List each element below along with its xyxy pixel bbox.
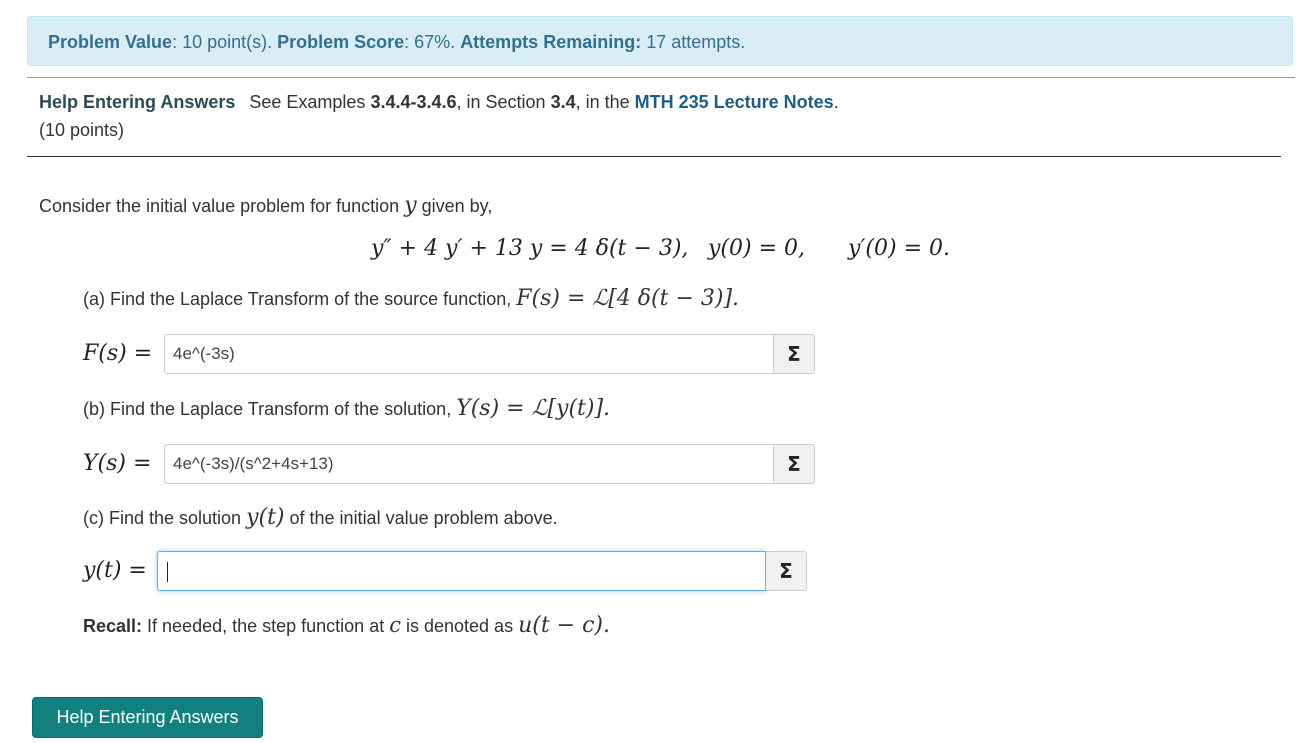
part-c-answer-input[interactable] <box>157 551 766 591</box>
section-ref: 3.4 <box>550 92 576 112</box>
part-b-math: Y(s) = ℒ[y(t)]. <box>456 396 611 421</box>
recall-note <box>83 613 610 638</box>
part-a-math: F(s) = ℒ[4 δ(t − 3)]. <box>516 286 740 311</box>
divider-top <box>27 77 1295 78</box>
help-text-1: See Examples <box>249 92 371 112</box>
part-b-text: (b) Find the Laplace Transform of the solution, <box>83 399 457 419</box>
help-text-4: . <box>833 92 839 112</box>
part-a-answer-value: 4e^(-3s) <box>173 344 235 363</box>
problem-value-label: Problem Value <box>48 32 173 52</box>
ode-equation: y″ + 4 y′ + 13 y = 4 δ(t − 3), <box>371 236 689 261</box>
part-b-equation-editor-button[interactable] <box>774 444 815 484</box>
recall-label: Recall: <box>83 616 143 636</box>
sigma-icon: Σ <box>787 342 801 366</box>
recall-text: If needed, the step function at <box>142 616 390 636</box>
attempts-remaining-label: Attempts Remaining: <box>460 32 642 52</box>
part-c-var: y(t) <box>246 505 285 530</box>
problem-value-text: : 10 point(s). <box>172 32 278 52</box>
recall-math: u(t − c). <box>518 613 610 638</box>
problem-score-text: : 67%. <box>404 32 461 52</box>
part-c-prompt <box>83 505 558 530</box>
part-a-answer-input[interactable] <box>164 334 774 374</box>
text-cursor <box>167 562 168 582</box>
help-header <box>39 92 839 113</box>
ode-initial-condition-2: y′(0) = 0. <box>848 236 950 261</box>
part-b-prompt <box>83 396 610 421</box>
part-a-prompt <box>83 286 739 311</box>
problem-status-banner <box>27 16 1293 66</box>
part-a-equation-editor-button[interactable] <box>774 334 815 374</box>
part-c-answer-label <box>83 558 147 583</box>
intro-var: y <box>404 193 417 218</box>
part-b-answer-input[interactable] <box>164 444 774 484</box>
examples-ref: 3.4.4-3.4.6 <box>370 92 457 112</box>
recall-mid: is denoted as <box>400 616 519 636</box>
sigma-icon: Σ <box>779 559 793 583</box>
sigma-icon: Σ <box>787 452 801 476</box>
intro-text: Consider the initial value problem for function <box>39 196 405 216</box>
attempts-remaining-text: 17 attempts. <box>641 32 746 52</box>
part-a-answer-label <box>83 341 152 366</box>
intro-end: given by, <box>416 196 493 216</box>
problem-points: (10 points) <box>39 120 125 140</box>
help-entering-answers-button[interactable]: Help Entering Answers <box>32 697 263 738</box>
lecture-notes-link[interactable]: MTH 235 Lecture Notes <box>634 92 834 112</box>
part-b-answer-label <box>83 451 151 476</box>
help-text-3: , in the <box>575 92 635 112</box>
divider-mid <box>27 156 1281 157</box>
part-b-answer-value: 4e^(-3s)/(s^2+4s+13) <box>173 454 334 473</box>
part-c-text: (c) Find the solution <box>83 508 247 528</box>
part-c-label-text: y(t) = <box>83 558 147 583</box>
part-b-label-text: Y(s) = <box>83 451 152 476</box>
problem-intro <box>39 193 492 218</box>
part-a-label-text: F(s) = <box>83 341 153 366</box>
recall-var: c <box>389 613 401 637</box>
part-a-text: (a) Find the Laplace Transform of the source function, <box>83 289 517 309</box>
problem-score-label: Problem Score <box>277 32 405 52</box>
help-text-2: , in Section <box>456 92 551 112</box>
part-c-equation-editor-button[interactable] <box>766 551 807 591</box>
help-entering-answers-link[interactable]: Help Entering Answers <box>39 92 236 112</box>
part-c-end: of the initial value problem above. <box>284 508 558 528</box>
ode-initial-condition-1: y(0) = 0, <box>708 236 806 261</box>
